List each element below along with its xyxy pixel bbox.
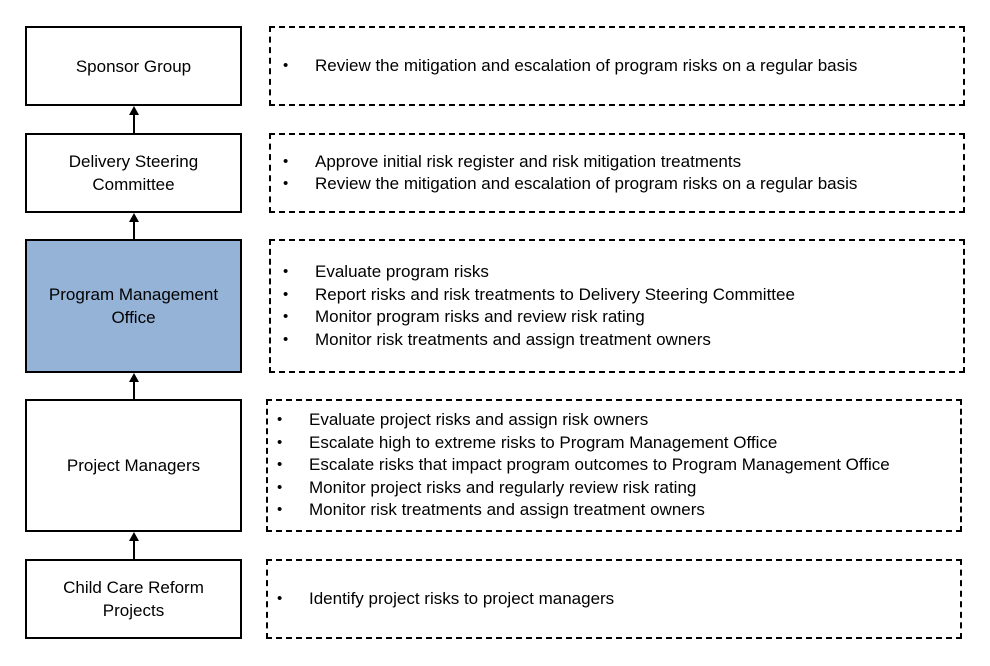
responsibility-text: Approve initial risk register and risk mitigation treatments xyxy=(315,151,742,171)
responsibility-text: Monitor risk treatments and assign treatment owners xyxy=(309,500,705,520)
role-box-child-care-reform-projects xyxy=(25,559,242,639)
role-box-sponsor-group xyxy=(25,26,242,106)
responsibility-box-project-managers xyxy=(266,399,962,532)
responsibility-item xyxy=(273,432,952,455)
responsibility-text: Escalate risks that impact program outcomes to Program Management Office xyxy=(309,455,890,475)
role-label: Project Managers xyxy=(66,456,201,475)
arrow-up-icon xyxy=(124,213,144,239)
bullet-icon: • xyxy=(283,263,289,280)
responsibility-item xyxy=(279,329,955,352)
responsibility-item xyxy=(279,55,955,78)
bullet-icon: • xyxy=(283,175,289,192)
responsibility-text: Report risks and risk treatments to Delivery Steering Committee xyxy=(315,284,795,304)
bullet-icon: • xyxy=(283,330,289,348)
responsibility-text: Monitor risk treatments and assign treatment owners xyxy=(315,329,711,349)
bullet-icon: • xyxy=(277,433,283,451)
responsibility-item xyxy=(279,173,955,196)
responsibility-box-program-management-office xyxy=(269,239,965,373)
role-label: Program Management Office xyxy=(48,285,219,327)
arrow-up-icon xyxy=(124,532,144,559)
bullet-icon: • xyxy=(277,589,283,607)
responsibility-text: Review the mitigation and escalation of program risks on a regular basis xyxy=(315,55,858,75)
bullet-icon: • xyxy=(283,152,289,170)
responsibility-item xyxy=(273,409,952,432)
responsibility-text: Monitor program risks and review risk rating xyxy=(315,307,645,326)
bullet-icon: • xyxy=(283,308,289,325)
responsibility-item xyxy=(273,454,952,477)
responsibility-item xyxy=(279,261,955,284)
responsibility-item xyxy=(273,499,952,522)
role-label: Delivery Steering Committee xyxy=(68,152,199,194)
responsibility-item xyxy=(279,306,955,329)
responsibility-text: Monitor project risks and regularly review risk rating xyxy=(309,477,697,497)
role-box-program-management-office xyxy=(25,239,242,373)
responsibility-box-child-care-reform-projects xyxy=(266,559,962,639)
arrow-up-icon xyxy=(124,373,144,399)
role-label: Child Care Reform Projects xyxy=(63,578,204,620)
responsibility-text: Identify project risks to project managers xyxy=(309,588,615,608)
responsibility-text: Evaluate project risks and assign risk owners xyxy=(309,410,649,430)
responsibility-box-delivery-steering-committee xyxy=(269,133,965,213)
responsibility-item xyxy=(279,151,955,174)
bullet-icon: • xyxy=(283,56,289,74)
responsibility-item xyxy=(273,477,952,500)
responsibility-text: Escalate high to extreme risks to Program Management Office xyxy=(309,432,778,452)
responsibility-item xyxy=(279,284,955,307)
role-box-delivery-steering-committee xyxy=(25,133,242,213)
responsibility-text: Review the mitigation and escalation of program risks on a regular basis xyxy=(315,174,858,193)
bullet-icon: • xyxy=(277,411,283,429)
responsibility-box-sponsor-group xyxy=(269,26,965,106)
arrow-up-icon xyxy=(124,106,144,133)
responsibility-text: Evaluate program risks xyxy=(315,262,489,281)
bullet-icon: • xyxy=(277,456,283,474)
bullet-icon: • xyxy=(277,501,283,519)
responsibility-item xyxy=(273,588,952,611)
role-box-project-managers xyxy=(25,399,242,532)
role-label: Sponsor Group xyxy=(75,56,192,76)
bullet-icon: • xyxy=(277,478,283,496)
bullet-icon: • xyxy=(283,285,289,303)
